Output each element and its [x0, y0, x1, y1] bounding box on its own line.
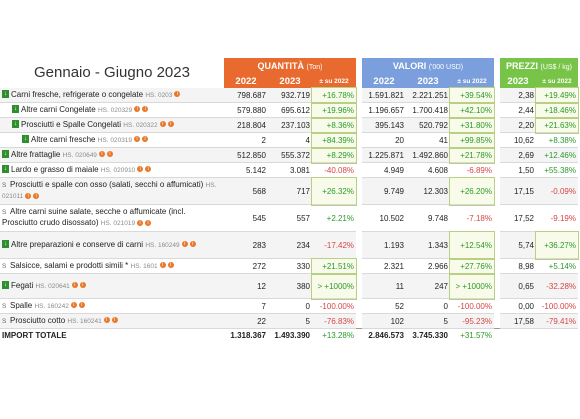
hs-code: HS. 020641	[35, 282, 70, 290]
p-2023: 17,15	[500, 178, 536, 205]
v-2023: 2.966	[406, 259, 450, 274]
download-icon[interactable]: ↓	[24, 136, 27, 143]
v-change: +26.20%	[450, 178, 494, 205]
p-change: +36.27%	[536, 232, 578, 259]
s-icon[interactable]: S	[2, 209, 7, 216]
total-qd: +13.28%	[312, 329, 356, 343]
info-icon[interactable]: i	[168, 121, 174, 127]
info-icon[interactable]: i	[99, 151, 105, 157]
table-row	[0, 148, 578, 163]
hs-code: HS. 021011	[2, 182, 217, 200]
p-2023: 0,00	[500, 299, 536, 314]
v-change: -95.23%	[450, 314, 494, 329]
info-icon[interactable]: i	[112, 317, 118, 323]
row-label-text: Prosciutto cotto	[10, 315, 66, 325]
v-2022: 1.196.657	[362, 103, 406, 118]
table-row	[0, 259, 578, 274]
download-icon[interactable]: ↓	[4, 241, 7, 248]
data-table	[0, 88, 578, 342]
download-icon[interactable]: ↓	[4, 91, 7, 98]
p-change: +12.46%	[536, 148, 578, 163]
download-icon[interactable]: ↓	[4, 166, 7, 173]
info-icon[interactable]: i	[137, 220, 143, 226]
info-icon[interactable]: i	[80, 282, 86, 288]
q-2022: 579.880	[224, 103, 268, 118]
row-label-text: Altre carni suine salate, secche o affumicate (incl. Prosciutto crudo disossato)	[2, 207, 186, 227]
table-row	[0, 118, 578, 133]
total-q22: 1.318.367	[224, 329, 268, 343]
q-change: +19.96%	[312, 103, 356, 118]
total-row	[0, 329, 578, 343]
row-label-text: Fegati	[11, 280, 34, 290]
row-label[interactable]	[0, 133, 224, 148]
total-label: IMPORT TOTALE	[0, 329, 224, 343]
info-icon[interactable]: i	[134, 106, 140, 112]
page-title: Gennaio - Giugno 2023	[34, 64, 190, 81]
v-2022: 52	[362, 299, 406, 314]
table-row	[0, 232, 578, 259]
v-change: -7.18%	[450, 205, 494, 232]
v-2023: 247	[406, 274, 450, 299]
hs-code: HS. 020649	[62, 151, 97, 159]
v-2022: 9.749	[362, 178, 406, 205]
info-icon[interactable]: i	[137, 166, 143, 172]
v-2023: 2.221.251	[406, 88, 450, 103]
row-label-text: Altre preparazioni e conserve di carni	[11, 239, 144, 249]
v-2023: 5	[406, 314, 450, 329]
info-icon[interactable]: i	[145, 166, 151, 172]
row-label[interactable]	[0, 314, 224, 329]
hs-code: HS. 020910	[100, 166, 136, 174]
total-q23: 1.493.390	[268, 329, 312, 343]
q-2023: 3.081	[268, 163, 312, 178]
download-icon[interactable]: ↓	[4, 282, 7, 289]
v-change: +12.54%	[450, 232, 494, 259]
p-2023: 2,69	[500, 148, 536, 163]
table-row	[0, 299, 578, 314]
s-icon[interactable]: S	[2, 302, 7, 310]
v-change: +42.10%	[450, 103, 494, 118]
hs-code: HS. 0203	[145, 91, 173, 99]
q-2022: 218.804	[224, 118, 268, 133]
hs-code: HS. 020322	[123, 121, 158, 129]
v-change: -100.00%	[450, 299, 494, 314]
v-2022: 2.321	[362, 259, 406, 274]
info-icon[interactable]: i	[79, 302, 85, 308]
q-2023: 695.612	[268, 103, 312, 118]
q-2022: 2	[224, 133, 268, 148]
table-row	[0, 88, 578, 103]
row-label[interactable]	[0, 118, 224, 133]
v-2022: 10.502	[362, 205, 406, 232]
info-icon[interactable]: i	[72, 282, 78, 288]
q-change: -100.00%	[312, 299, 356, 314]
v-2022: 20	[362, 133, 406, 148]
q-2023: 234	[268, 232, 312, 259]
q-change: +26.32%	[312, 178, 356, 205]
v-2023: 9.748	[406, 205, 450, 232]
q-2022: 568	[224, 178, 268, 205]
row-label[interactable]	[0, 103, 224, 118]
q-change: +8.29%	[312, 148, 356, 163]
q-2023: 932.719	[268, 88, 312, 103]
info-icon[interactable]: i	[174, 91, 180, 97]
q-2023: 557	[268, 205, 312, 232]
hs-code: HS. 1601	[130, 262, 158, 270]
q-change: -76.83%	[312, 314, 356, 329]
info-icon[interactable]: i	[107, 151, 113, 157]
q-2023: 380	[268, 274, 312, 299]
hs-code: HS. 020329	[97, 106, 133, 114]
row-label[interactable]	[0, 178, 224, 205]
q-2023: 330	[268, 259, 312, 274]
v-change: -6.89%	[450, 163, 494, 178]
v-2022: 1.591.821	[362, 88, 406, 103]
v-2023: 12.303	[406, 178, 450, 205]
v-2023: 41	[406, 133, 450, 148]
row-label-text: Prosciutti e spalle con osso (salati, secchi o affumicati)	[10, 180, 204, 189]
p-2023: 17,58	[500, 314, 536, 329]
q-2023: 4	[268, 133, 312, 148]
p-2023: 2,20	[500, 118, 536, 133]
p-2023: 2,38	[500, 88, 536, 103]
row-label-text: Salsicce, salami e prodotti simili *	[10, 260, 129, 270]
hs-code: HS. 160241	[67, 317, 102, 325]
q-2022: 5.142	[224, 163, 268, 178]
hs-code: HS. 160242	[34, 302, 69, 310]
table-row	[0, 178, 578, 205]
q-2022: 272	[224, 259, 268, 274]
total-v22: 2.846.573	[362, 329, 406, 343]
s-icon[interactable]: S	[2, 262, 7, 270]
row-label-text: Altre carni Congelate	[21, 104, 96, 114]
table-row	[0, 205, 578, 232]
row-label-text: Altre carni fresche	[31, 134, 96, 144]
header-prezzi: PREZZI (US$ / kg) 2023 ± su 2022	[500, 58, 578, 88]
p-2023: 5,74	[500, 232, 536, 259]
p-change: +5.14%	[536, 259, 578, 274]
v-2022: 1.193	[362, 232, 406, 259]
info-icon[interactable]: i	[25, 193, 31, 199]
info-icon[interactable]: i	[134, 136, 140, 142]
v-change: +39.54%	[450, 88, 494, 103]
p-2023: 2,44	[500, 103, 536, 118]
p-change: +19.49%	[536, 88, 578, 103]
v-2022: 4.949	[362, 163, 406, 178]
p-change: -79.41%	[536, 314, 578, 329]
v-2023: 1.700.418	[406, 103, 450, 118]
hs-code: HS. 160249	[145, 241, 180, 249]
s-icon[interactable]: S	[2, 317, 7, 325]
info-icon[interactable]: i	[33, 193, 39, 199]
table-row	[0, 274, 578, 299]
p-change: +55.38%	[536, 163, 578, 178]
header-quantita: QUANTITÀ (Ton) 2022 2023 ± su 2022	[224, 58, 356, 88]
p-change: -0.09%	[536, 178, 578, 205]
table-row	[0, 133, 578, 148]
table-row	[0, 163, 578, 178]
q-change: +2.21%	[312, 205, 356, 232]
q-change: +8.36%	[312, 118, 356, 133]
p-2023: 8,98	[500, 259, 536, 274]
p-change: -32.28%	[536, 274, 578, 299]
q-2022: 7	[224, 299, 268, 314]
q-2023: 555.372	[268, 148, 312, 163]
row-label[interactable]	[0, 299, 224, 314]
v-change: +31.80%	[450, 118, 494, 133]
q-2023: 237.103	[268, 118, 312, 133]
q-2023: 717	[268, 178, 312, 205]
p-change: +18.46%	[536, 103, 578, 118]
v-change: +99.85%	[450, 133, 494, 148]
info-icon[interactable]: i	[142, 106, 148, 112]
table-row	[0, 314, 578, 329]
header-valori: VALORI ('000 USD) 2022 2023 ± su 2022	[362, 58, 494, 88]
info-icon[interactable]: i	[168, 262, 174, 268]
info-icon[interactable]: i	[145, 220, 151, 226]
info-icon[interactable]: i	[160, 262, 166, 268]
p-change: +8.38%	[536, 133, 578, 148]
p-change: -100.00%	[536, 299, 578, 314]
v-change: +27.76%	[450, 259, 494, 274]
row-label[interactable]	[0, 232, 224, 259]
q-2023: 0	[268, 299, 312, 314]
q-2022: 283	[224, 232, 268, 259]
v-change: +21.78%	[450, 148, 494, 163]
row-label[interactable]	[0, 88, 224, 103]
info-icon[interactable]: i	[104, 317, 110, 323]
download-icon[interactable]: ↓	[4, 151, 7, 158]
q-2023: 5	[268, 314, 312, 329]
hs-code: HS. 021019	[100, 220, 136, 227]
row-label[interactable]	[0, 274, 224, 299]
total-vd: +31.57%	[450, 329, 494, 343]
q-2022: 12	[224, 274, 268, 299]
q-change: +84.39%	[312, 133, 356, 148]
p-change: +21.63%	[536, 118, 578, 133]
v-2022: 102	[362, 314, 406, 329]
p-2023: 10,62	[500, 133, 536, 148]
v-2022: 11	[362, 274, 406, 299]
download-icon[interactable]: ↓	[14, 121, 17, 128]
q-2022: 545	[224, 205, 268, 232]
info-icon[interactable]: i	[160, 121, 166, 127]
s-icon[interactable]: S	[2, 182, 7, 189]
q-change: > +1000%	[312, 274, 356, 299]
info-icon[interactable]: i	[190, 241, 196, 247]
q-2022: 512.850	[224, 148, 268, 163]
q-change: -17.42%	[312, 232, 356, 259]
v-2023: 0	[406, 299, 450, 314]
p-2023: 17,52	[500, 205, 536, 232]
p-2023: 1,50	[500, 163, 536, 178]
q-2022: 22	[224, 314, 268, 329]
info-icon[interactable]: i	[142, 136, 148, 142]
table-row	[0, 103, 578, 118]
row-label-text: Carni fresche, refrigerate o congelate	[11, 89, 144, 99]
row-label-text: Prosciutti e Spalle Congelati	[21, 119, 122, 129]
info-icon[interactable]: i	[182, 241, 188, 247]
v-2023: 520.792	[406, 118, 450, 133]
q-change: +21.51%	[312, 259, 356, 274]
row-label[interactable]	[0, 148, 224, 163]
q-change: +16.78%	[312, 88, 356, 103]
row-label-text: Spalle	[10, 300, 33, 310]
row-label-text: Altre frattaglie	[11, 149, 61, 159]
row-label-text: Lardo e grasso di maiale	[11, 164, 99, 174]
v-2022: 395.143	[362, 118, 406, 133]
hs-code: HS. 020319	[97, 136, 133, 144]
q-change: -40.08%	[312, 163, 356, 178]
total-v23: 3.745.330	[406, 329, 450, 343]
row-label[interactable]	[0, 259, 224, 274]
v-2023: 4.608	[406, 163, 450, 178]
q-2022: 798.687	[224, 88, 268, 103]
v-2023: 1.492.860	[406, 148, 450, 163]
v-change: > +1000%	[450, 274, 494, 299]
v-2023: 1.343	[406, 232, 450, 259]
row-label[interactable]	[0, 163, 224, 178]
download-icon[interactable]: ↓	[14, 106, 17, 113]
v-2022: 1.225.871	[362, 148, 406, 163]
p-change: -9.19%	[536, 205, 578, 232]
info-icon[interactable]: i	[71, 302, 77, 308]
p-2023: 0,65	[500, 274, 536, 299]
row-label[interactable]	[0, 205, 224, 232]
